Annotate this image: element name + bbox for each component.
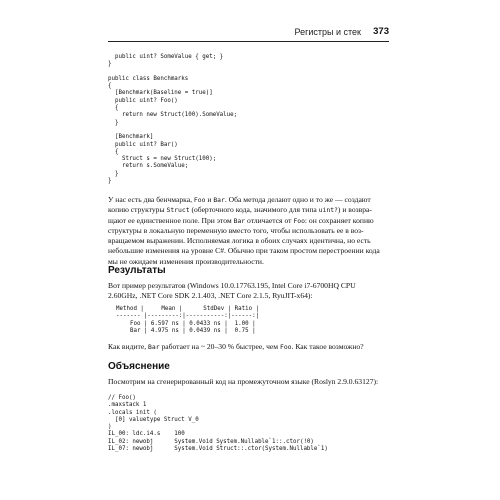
page-number: 373 xyxy=(373,26,389,37)
paragraph-results-environment: Вот пример результатов (Windows 10.0.17763.195, Intel Core i7-6700HQ CPU 2.60GHz, .NET Core SDK 2.1.403, .NET Core 2.1.5, RyuJIT-x64): xyxy=(108,281,356,301)
heading-explanation: Объяснение xyxy=(108,361,170,372)
code-listing-benchmarks: public uint? SomeValue { get; } } public class Benchmarks { [Benchmark(Baseline = true)] public uint? Foo() { return new Struct(100).SomeValue; } [Benchmark] public uint? Bar() { Struct s = new Struct(100); return s.SomeValue; } } xyxy=(108,54,238,185)
paragraph-il-intro: Посмотрим на сгенерированный код на промежуточном языке (Roslyn 2.9.0.63127): xyxy=(108,377,379,386)
heading-results: Результаты xyxy=(108,265,166,276)
running-header xyxy=(108,25,389,42)
results-table: Method | Mean | StdDev | Ratio | ------- |---------:|-----------:|------:| Foo | 6.597 ns | 0.0433 ns | 1.00 | Bar | 4.975 ns | 0.0439 ns | 0.75 | xyxy=(116,306,260,335)
paragraph-benchmarks-description: У нас есть два бенчмарка, Foo и Bar. Оба метода делают одно и то же — создают копию структуры Struct (оберточного кода, значимого для типа uint?) и возвра- щают ее единственное поле. При этом Bar отличается от Foo: он сохраняет копию структуры в локальную переменную вместо того, чтобы использовать ее в воз- вращаемом выражении. Исполняемая логика в обоих случаях идентична, но есть небольшие изменения на уровне C#. Обычно при таком простом перестроении кода мы не ожидаем изменения производительности. xyxy=(108,195,380,266)
code-listing-il: // Foo() .maxstack 1 .locals init ( [0] valuetype Struct V_0 ) IL_00: ldc.i4.s 100 IL_02: newobj System.Void System.Nullable`1::.ctor(!0) IL_07: newobj System.Void Struct::.ctor(System.Nullable`1) xyxy=(108,395,328,453)
paragraph-results-conclusion: Как видите, Bar работает на ~ 20–30 % быстрее, чем Foo. Как такое возможно? xyxy=(108,342,364,351)
header-section-title: Регистры и стек xyxy=(294,27,361,37)
